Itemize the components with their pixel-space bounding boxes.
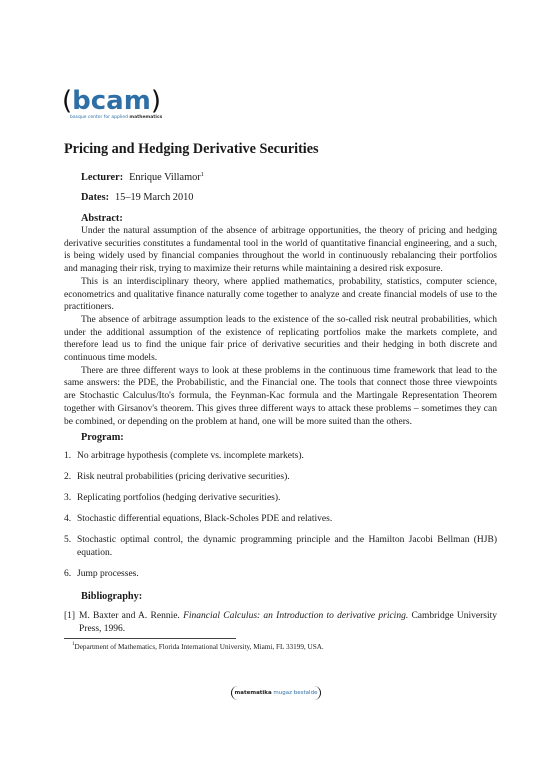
- program-item: 3. Replicating portfolios (hedging derivative securities).: [64, 493, 281, 504]
- dates-line: [81, 192, 193, 203]
- lecturer-name: Enrique Villamor: [129, 172, 201, 183]
- bib-publisher: Cambridge University Press, 1996.: [79, 611, 498, 634]
- course-title: Pricing and Hedging Derivative Securities: [64, 141, 319, 157]
- abstract-paragraph: Under the natural assumption of the absence of arbitrage opportunities, the theory of pricing and hedging derivative securities constitutes a fundamental tool in the world of quantitative financial engineering, and a such, is being widely used by financial companies throughout the world in continuously rebalancing their portfolios and managing their risk, trying to maximize their returns while maintaining a desired risk exposure.: [64, 226, 497, 275]
- bib-authors: M. Baxter and A. Rennie.: [79, 611, 180, 621]
- abstract-body: [64, 225, 497, 428]
- footnote: $^1$Department of Mathematics, Florida International University, Miami, FL 33199, USA.: [72, 642, 324, 651]
- abstract-paragraph: The absence of arbitrage assumption leads to the existence of the so-called risk neutral probabilities, which under the additional assumption of the existence of replicating portfolios make the markets complete, and therefore lead us to find the unique fair price of derivative securities and their hedging in both discrete and continuous time models.: [64, 314, 497, 364]
- bib-title: Financial Calculus: an Introduction to derivative pricing.: [183, 611, 409, 621]
- program-item: 6. Jump processes.: [64, 568, 139, 579]
- lecturer-line: [81, 172, 204, 183]
- abstract-paragraph: This is an interdisciplinary theory, where applied mathematics, probability, statistics, computer science, econometrics and qualitative finance naturally come together to analyze and create financial models of use to the practitioners.: [64, 276, 497, 313]
- bib-number: [1]: [64, 611, 76, 621]
- program-item: 5. Stochastic optimal control, the dynamic programming principle and the Hamilton Jacobi Bellman (HJB) equation.: [64, 535, 497, 558]
- footer-badge: matematika mugaz bestalde: [231, 686, 321, 700]
- logo-wordmark: (bcam): [62, 86, 161, 116]
- bibliography-entry: [64, 610, 497, 635]
- abstract-paragraph: There are three different ways to look at these problems in the continuous time framework that lead to the same answers: the PDE, the Probabilistic, and the Financial one. The tools that connect those three viewpoints are Stochastic Calculus/Ito's formula, the Feynman-Kac formula and the Martingale Representation Theorem together with Girsanov's theorem. This gives three different ways to attack these problems – sometimes they can be combined, or depending on the problem at hand, one will be more suited than the others.: [64, 365, 497, 427]
- program-heading: Program:: [81, 432, 124, 443]
- program-list: [64, 450, 497, 589]
- program-item: 1. No arbitrage hypothesis (complete vs. incomplete markets).: [64, 451, 304, 461]
- dates-value: 15–19 March 2010: [115, 192, 194, 203]
- footnote-mark: 1: [200, 171, 204, 178]
- program-item: 4. Stochastic differential equations, Black-Scholes PDE and relatives.: [64, 514, 333, 525]
- logo-subtitle: basque center for applied mathematics: [70, 115, 163, 120]
- program-item: 2. Risk neutral probabilities (pricing derivative securities).: [64, 472, 290, 483]
- bcam-logo: [62, 86, 163, 122]
- abstract-heading: Abstract:: [81, 213, 123, 224]
- footnote-rule: [64, 638, 236, 639]
- lecturer-label: Lecturer:: [81, 172, 124, 183]
- bibliography-heading: Bibliography:: [81, 591, 143, 602]
- dates-label: Dates:: [81, 192, 110, 203]
